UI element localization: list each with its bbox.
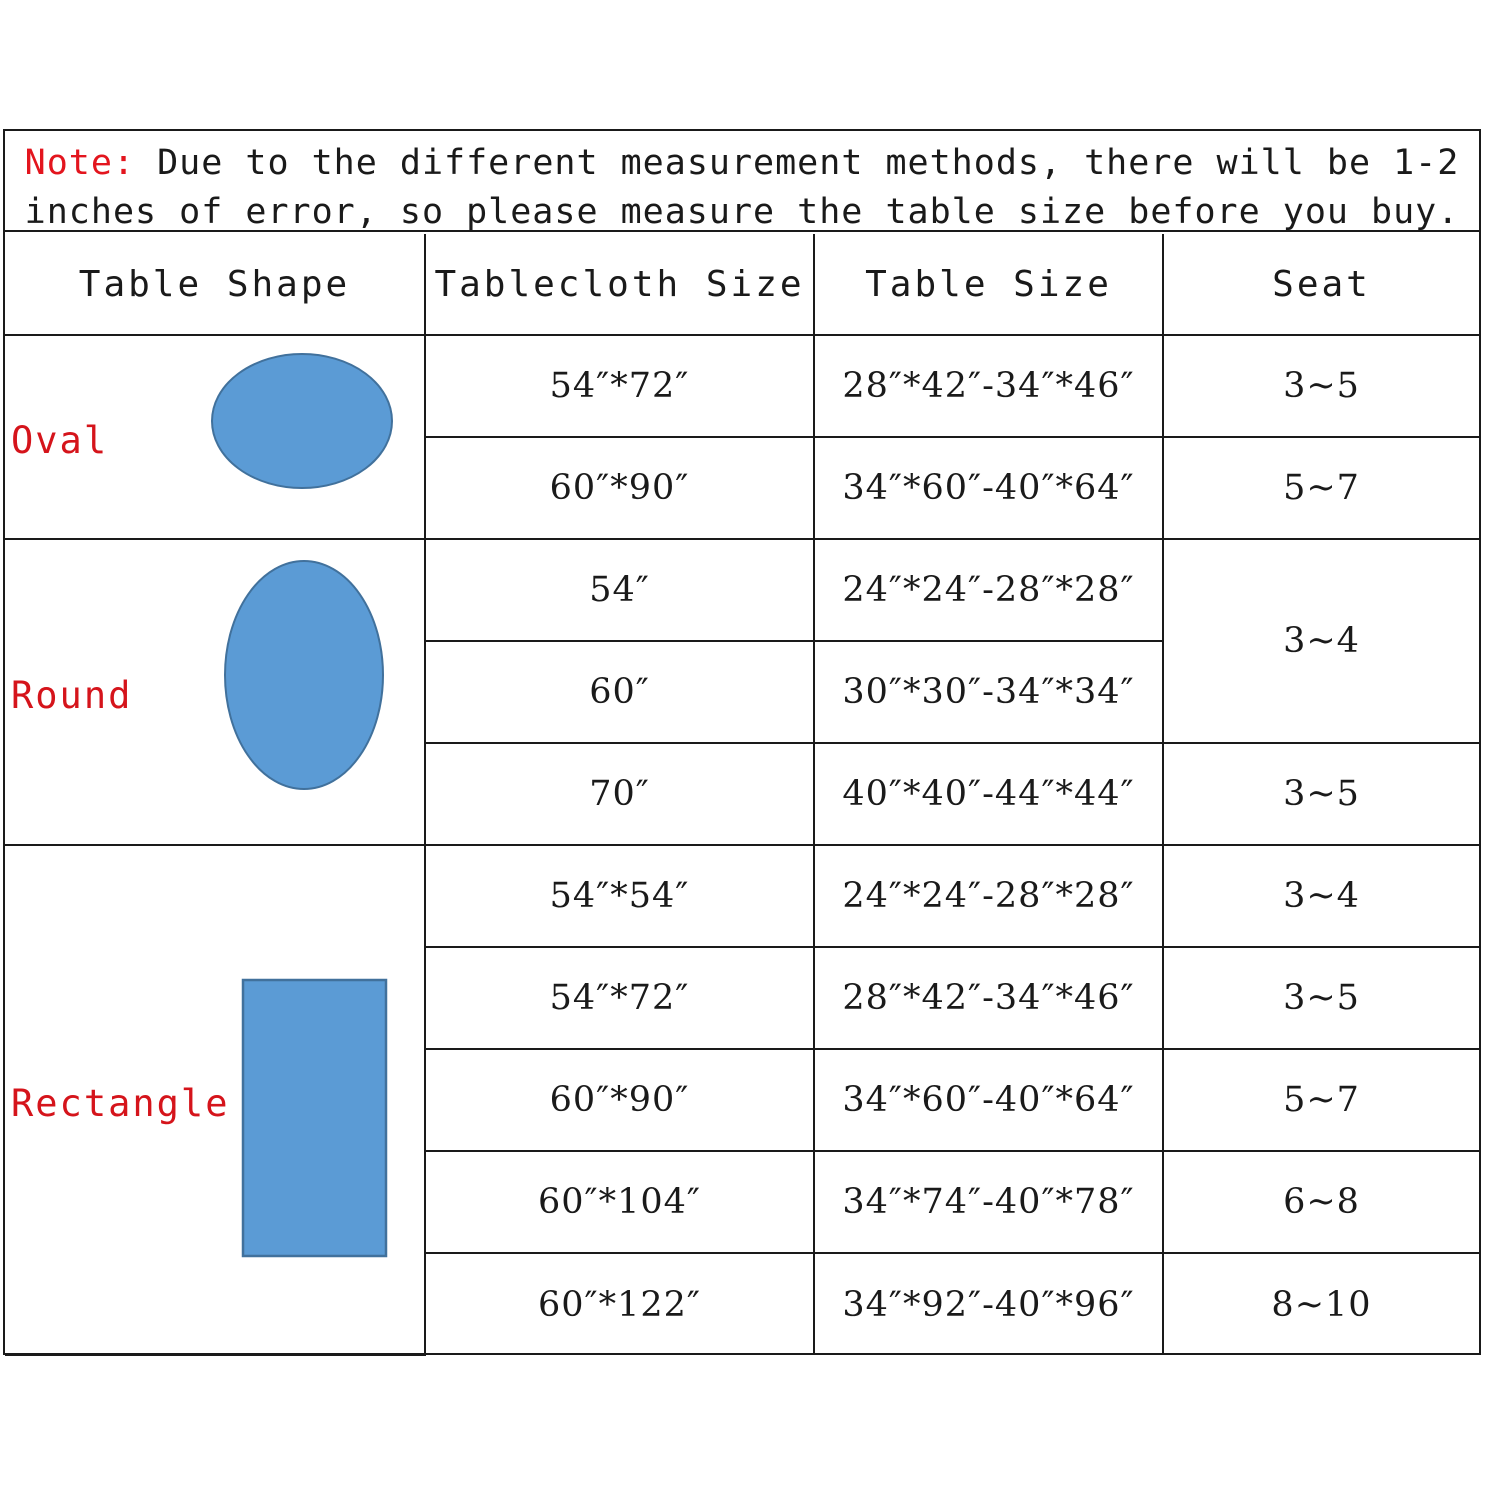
- note-line-1: [5, 139, 1479, 188]
- table-size-cell: 24″*24″-28″*28″: [814, 845, 1163, 947]
- seat-cell: 5~7: [1163, 1049, 1479, 1151]
- shape-label-rectangle: Rectangle: [11, 1082, 230, 1125]
- table-row: [5, 845, 1479, 947]
- size-table: [5, 234, 1479, 1356]
- seat-cell: 3~4: [1163, 539, 1479, 743]
- table-row: [5, 539, 1479, 641]
- tablecloth-cell: 70″: [425, 743, 814, 845]
- header-table-shape: Table Shape: [5, 234, 425, 335]
- table-size-cell: 24″*24″-28″*28″: [814, 539, 1163, 641]
- note-label: Note:: [24, 143, 136, 183]
- table-size-cell: 28″*42″-34″*46″: [814, 947, 1163, 1049]
- rectangle-shape-icon: [241, 978, 389, 1260]
- tablecloth-cell: 54″: [425, 539, 814, 641]
- seat-cell: 3~5: [1163, 743, 1479, 845]
- table-size-cell: 34″*74″-40″*78″: [814, 1151, 1163, 1253]
- header-table-size: Table Size: [814, 234, 1163, 335]
- tablecloth-cell: 54″*72″: [425, 947, 814, 1049]
- shape-label-round: Round: [11, 674, 133, 717]
- shape-cell-round: [5, 539, 425, 845]
- table-size-cell: 34″*60″-40″*64″: [814, 437, 1163, 539]
- table-size-cell: 28″*42″-34″*46″: [814, 335, 1163, 437]
- table-size-cell: 30″*30″-34″*34″: [814, 641, 1163, 743]
- seat-cell: 3~5: [1163, 335, 1479, 437]
- round-shape-icon: [222, 558, 386, 794]
- note-line-2: inches of error, so please measure the table size before you buy.: [24, 192, 1460, 232]
- seat-cell: 3~4: [1163, 845, 1479, 947]
- seat-cell: 3~5: [1163, 947, 1479, 1049]
- tablecloth-cell: 60″*104″: [425, 1151, 814, 1253]
- tablecloth-cell: 60″*122″: [425, 1253, 814, 1355]
- seat-cell: 8~10: [1163, 1253, 1479, 1355]
- size-chart-frame: [3, 129, 1481, 1355]
- table-row: [5, 335, 1479, 437]
- shape-cell-oval: [5, 335, 425, 539]
- tablecloth-cell: 60″*90″: [425, 437, 814, 539]
- tablecloth-cell: 60″: [425, 641, 814, 743]
- header-tablecloth-size: Tablecloth Size: [425, 234, 814, 335]
- note-text-1: Due to the different measurement methods, there will be 1-2: [157, 143, 1460, 183]
- note-banner: [5, 131, 1479, 232]
- seat-cell: 6~8: [1163, 1151, 1479, 1253]
- tablecloth-cell: 60″*90″: [425, 1049, 814, 1151]
- shape-cell-rectangle: [5, 845, 425, 1355]
- oval-shape-icon: [209, 352, 395, 492]
- table-size-cell: 40″*40″-44″*44″: [814, 743, 1163, 845]
- tablecloth-cell: 54″*54″: [425, 845, 814, 947]
- table-size-cell: 34″*92″-40″*96″: [814, 1253, 1163, 1355]
- tablecloth-cell: 54″*72″: [425, 335, 814, 437]
- header-row: [5, 234, 1479, 335]
- table-size-cell: 34″*60″-40″*64″: [814, 1049, 1163, 1151]
- seat-cell: 5~7: [1163, 437, 1479, 539]
- header-seat: Seat: [1163, 234, 1479, 335]
- shape-label-oval: Oval: [11, 419, 109, 462]
